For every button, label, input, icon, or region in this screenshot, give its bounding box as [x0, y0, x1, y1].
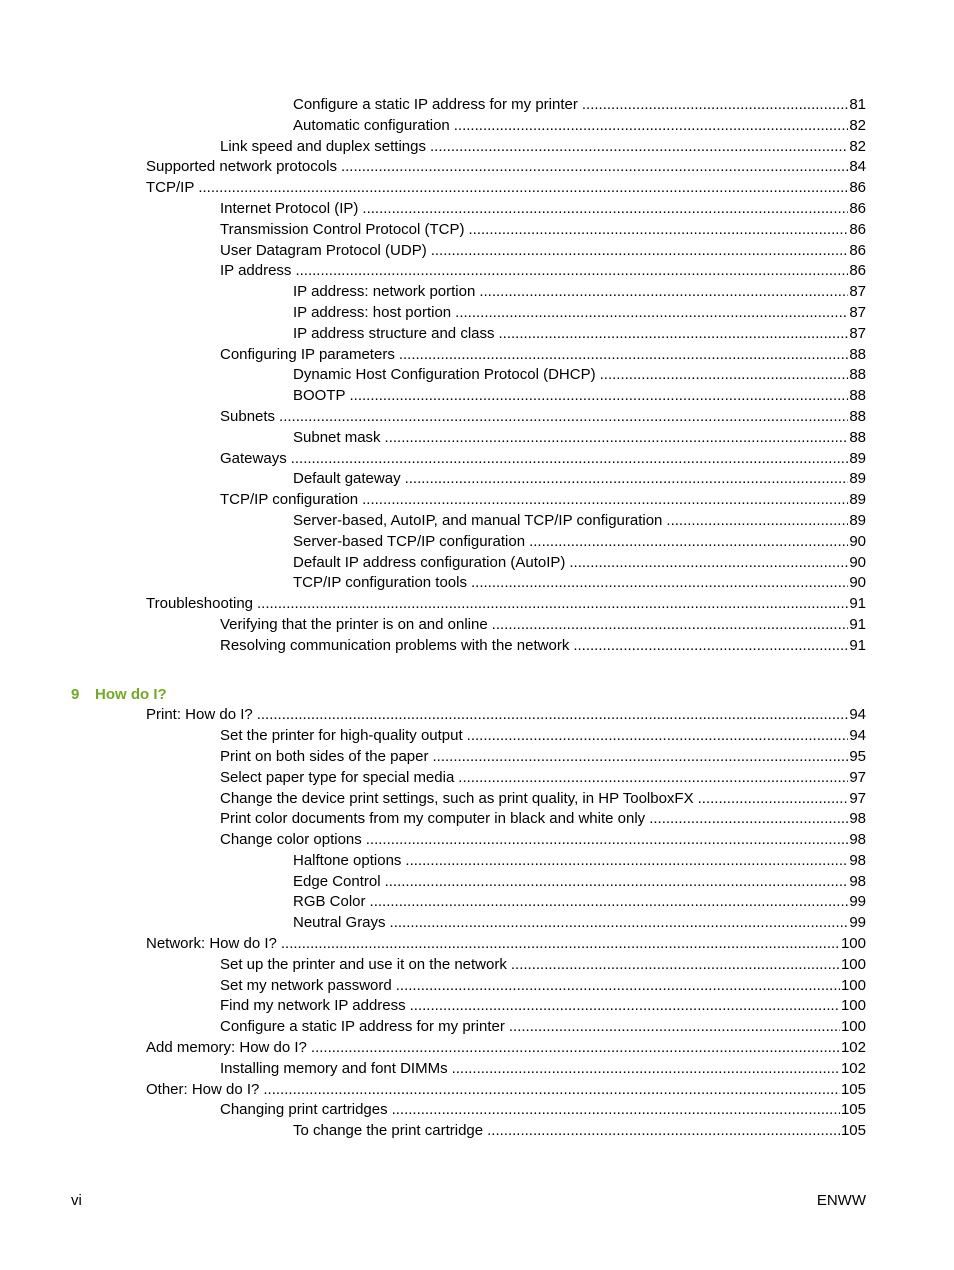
dot-leader	[511, 955, 840, 976]
toc-entry-page: 98	[848, 872, 866, 893]
toc-entry[interactable]	[0, 511, 954, 532]
toc-entry-title: Add memory: How do I?	[146, 1038, 311, 1059]
toc-entry-line	[146, 705, 866, 726]
toc-entry-page: 91	[848, 636, 866, 657]
toc-entry-title: Troubleshooting	[146, 594, 257, 615]
toc-entry-title: Server-based, AutoIP, and manual TCP/IP configuration	[293, 511, 666, 532]
toc-entry-line	[293, 428, 866, 449]
dot-leader	[257, 594, 848, 615]
toc-entry-line	[293, 469, 866, 490]
toc-entry-title: Edge Control	[293, 872, 385, 893]
toc-entry-page: 102	[840, 1038, 866, 1059]
toc-entry-line	[220, 220, 866, 241]
toc-entry-title: Automatic configuration	[293, 116, 454, 137]
dot-leader	[281, 934, 840, 955]
toc-entry-title: Halftone options	[293, 851, 405, 872]
dot-leader	[396, 976, 840, 997]
toc-entry-title: Configure a static IP address for my printer	[293, 95, 582, 116]
toc-entry-page: 90	[848, 573, 866, 594]
toc-entry[interactable]	[0, 996, 954, 1017]
toc-entry-title: Select paper type for special media	[220, 768, 458, 789]
dot-leader	[362, 490, 848, 511]
dot-leader	[582, 95, 848, 116]
toc-entry-title: Set the printer for high-quality output	[220, 726, 467, 747]
dot-leader	[600, 365, 849, 386]
dot-leader	[385, 428, 849, 449]
toc-entry[interactable]	[0, 116, 954, 137]
dot-leader	[467, 726, 849, 747]
toc-entry-line	[146, 1080, 866, 1101]
toc-entry-title: Installing memory and font DIMMs	[220, 1059, 452, 1080]
toc-entry-title: Internet Protocol (IP)	[220, 199, 362, 220]
toc-entry-line	[220, 1017, 866, 1038]
toc-entry-line	[220, 137, 866, 158]
toc-entry[interactable]	[0, 365, 954, 386]
table-of-contents	[0, 95, 954, 1142]
toc-entry-line	[220, 789, 866, 810]
toc-entry-page: 88	[848, 407, 866, 428]
dot-leader	[499, 324, 849, 345]
dot-leader	[279, 407, 848, 428]
toc-entry-page: 98	[848, 830, 866, 851]
toc-entry-line	[220, 490, 866, 511]
dot-leader	[471, 573, 848, 594]
toc-entry[interactable]	[0, 976, 954, 997]
toc-entry-page: 87	[848, 303, 866, 324]
toc-entry-title: Network: How do I?	[146, 934, 281, 955]
dot-leader	[263, 1080, 840, 1101]
dot-leader	[399, 345, 848, 366]
toc-entry-line	[220, 345, 866, 366]
toc-entry[interactable]	[0, 1059, 954, 1080]
dot-leader	[405, 851, 848, 872]
dot-leader	[362, 199, 848, 220]
toc-entry[interactable]	[0, 830, 954, 851]
toc-entry-title: IP address	[220, 261, 295, 282]
toc-entry-page: 105	[840, 1100, 866, 1121]
toc-entry-page: 86	[848, 178, 866, 199]
toc-entry-line	[220, 407, 866, 428]
toc-entry-page: 88	[848, 345, 866, 366]
dot-leader	[410, 996, 840, 1017]
toc-entry-page: 100	[840, 976, 866, 997]
toc-entry-page: 84	[848, 157, 866, 178]
dot-leader	[649, 809, 848, 830]
toc-entry-title: IP address: network portion	[293, 282, 479, 303]
toc-entry[interactable]	[0, 615, 954, 636]
toc-entry-page: 87	[848, 324, 866, 345]
toc-entry[interactable]	[0, 178, 954, 199]
toc-entry-page: 89	[848, 490, 866, 511]
toc-entry-page: 88	[848, 386, 866, 407]
dot-leader	[350, 386, 849, 407]
toc-entry-page: 82	[848, 137, 866, 158]
toc-entry-line	[293, 116, 866, 137]
toc-entry-title: Change the device print settings, such as print quality, in HP ToolboxFX	[220, 789, 698, 810]
toc-entry-page: 82	[848, 116, 866, 137]
toc-entry-page: 102	[840, 1059, 866, 1080]
toc-entry-line	[293, 1121, 866, 1142]
toc-entry-title: Subnets	[220, 407, 279, 428]
dot-leader	[291, 449, 849, 470]
toc-group-how-do-i	[0, 705, 954, 1142]
toc-entry[interactable]	[0, 261, 954, 282]
toc-entry[interactable]	[0, 872, 954, 893]
toc-entry-line	[293, 386, 866, 407]
toc-entry-page: 100	[840, 934, 866, 955]
dot-leader	[469, 220, 849, 241]
toc-entry[interactable]	[0, 282, 954, 303]
footer-doc-code: ENWW	[816, 1192, 866, 1209]
toc-entry-page: 86	[848, 261, 866, 282]
toc-entry[interactable]	[0, 1121, 954, 1142]
toc-entry-title: Default gateway	[293, 469, 405, 490]
toc-entry[interactable]	[0, 449, 954, 470]
toc-entry-page: 94	[848, 705, 866, 726]
toc-entry-line	[220, 615, 866, 636]
dot-leader	[432, 747, 848, 768]
toc-entry-title: Link speed and duplex settings	[220, 137, 430, 158]
toc-entry-page: 94	[848, 726, 866, 747]
toc-entry-line	[293, 892, 866, 913]
toc-entry-title: TCP/IP	[146, 178, 198, 199]
toc-entry-line	[293, 913, 866, 934]
toc-entry-page: 105	[840, 1080, 866, 1101]
toc-entry-title: Changing print cartridges	[220, 1100, 392, 1121]
toc-entry-title: Change color options	[220, 830, 366, 851]
dot-leader	[431, 241, 849, 262]
toc-entry[interactable]	[0, 490, 954, 511]
toc-entry-page: 99	[848, 913, 866, 934]
toc-entry-line	[293, 573, 866, 594]
toc-entry-line	[220, 199, 866, 220]
toc-entry-title: To change the print cartridge	[293, 1121, 487, 1142]
toc-entry-title: Print color documents from my computer in black and white only	[220, 809, 649, 830]
toc-entry-page: 89	[848, 469, 866, 490]
toc-entry[interactable]	[0, 934, 954, 955]
toc-entry[interactable]	[0, 955, 954, 976]
toc-entry-title: Configure a static IP address for my printer	[220, 1017, 509, 1038]
toc-entry-line	[220, 241, 866, 262]
toc-entry[interactable]	[0, 157, 954, 178]
toc-entry-line	[220, 976, 866, 997]
toc-entry-title: Supported network protocols	[146, 157, 341, 178]
toc-entry-line	[293, 851, 866, 872]
toc-entry[interactable]	[0, 199, 954, 220]
toc-entry[interactable]	[0, 1100, 954, 1121]
toc-entry[interactable]	[0, 1080, 954, 1101]
toc-entry-title: Gateways	[220, 449, 291, 470]
toc-entry-line	[293, 872, 866, 893]
toc-entry[interactable]	[0, 1017, 954, 1038]
toc-entry[interactable]	[0, 809, 954, 830]
toc-entry-line	[146, 934, 866, 955]
toc-entry-title: IP address structure and class	[293, 324, 499, 345]
toc-group-network	[0, 95, 954, 657]
dot-leader	[390, 913, 849, 934]
toc-entry-page: 95	[848, 747, 866, 768]
chapter-number: 9	[71, 685, 80, 703]
dot-leader	[666, 511, 848, 532]
toc-entry-title: Configuring IP parameters	[220, 345, 399, 366]
toc-entry-title: Default IP address configuration (AutoIP)	[293, 553, 569, 574]
toc-entry-page: 98	[848, 809, 866, 830]
toc-entry-line	[220, 1100, 866, 1121]
toc-entry[interactable]	[0, 789, 954, 810]
toc-entry[interactable]	[0, 768, 954, 789]
toc-entry-line	[146, 594, 866, 615]
dot-leader	[479, 282, 848, 303]
toc-entry[interactable]	[0, 553, 954, 574]
toc-entry-line	[293, 95, 866, 116]
toc-entry[interactable]	[0, 726, 954, 747]
toc-entry[interactable]	[0, 892, 954, 913]
toc-entry[interactable]	[0, 303, 954, 324]
toc-entry[interactable]	[0, 705, 954, 726]
toc-entry-title: BOOTP	[293, 386, 350, 407]
dot-leader	[529, 532, 848, 553]
toc-entry-title: Print: How do I?	[146, 705, 257, 726]
toc-entry-line	[293, 365, 866, 386]
toc-entry-page: 91	[848, 615, 866, 636]
toc-entry-line	[293, 282, 866, 303]
toc-entry-title: Verifying that the printer is on and online	[220, 615, 492, 636]
toc-entry-title: Set up the printer and use it on the network	[220, 955, 511, 976]
toc-entry[interactable]	[0, 636, 954, 657]
dot-leader	[487, 1121, 840, 1142]
dot-leader	[257, 705, 849, 726]
toc-entry-title: RGB Color	[293, 892, 370, 913]
toc-entry-line	[220, 768, 866, 789]
toc-entry[interactable]	[0, 241, 954, 262]
toc-entry-line	[220, 449, 866, 470]
dot-leader	[366, 830, 849, 851]
toc-entry-line	[220, 996, 866, 1017]
toc-entry-line	[220, 636, 866, 657]
toc-entry[interactable]	[0, 428, 954, 449]
dot-leader	[295, 261, 848, 282]
toc-entry[interactable]	[0, 137, 954, 158]
toc-entry-page: 89	[848, 511, 866, 532]
dot-leader	[458, 768, 848, 789]
toc-entry-page: 89	[848, 449, 866, 470]
toc-entry-page: 90	[848, 532, 866, 553]
toc-entry-page: 88	[848, 365, 866, 386]
dot-leader	[698, 789, 849, 810]
toc-entry-line	[220, 830, 866, 851]
chapter-heading[interactable]	[0, 685, 954, 706]
dot-leader	[198, 178, 848, 199]
toc-entry-line	[293, 324, 866, 345]
toc-entry[interactable]	[0, 747, 954, 768]
toc-entry-page: 81	[848, 95, 866, 116]
toc-entry-page: 100	[840, 955, 866, 976]
dot-leader	[452, 1059, 840, 1080]
dot-leader	[455, 303, 848, 324]
dot-leader	[454, 116, 849, 137]
toc-entry-line	[293, 532, 866, 553]
toc-entry-page: 86	[848, 241, 866, 262]
toc-entry[interactable]	[0, 1038, 954, 1059]
toc-entry[interactable]	[0, 345, 954, 366]
dot-leader	[405, 469, 849, 490]
toc-entry-page: 97	[848, 768, 866, 789]
dot-leader	[430, 137, 848, 158]
toc-entry-line	[220, 261, 866, 282]
toc-entry-page: 99	[848, 892, 866, 913]
toc-entry-page: 97	[848, 789, 866, 810]
toc-entry[interactable]	[0, 851, 954, 872]
toc-entry-page: 100	[840, 996, 866, 1017]
toc-entry-line	[220, 726, 866, 747]
toc-entry-line	[220, 1059, 866, 1080]
dot-leader	[573, 636, 848, 657]
toc-entry-title: Server-based TCP/IP configuration	[293, 532, 529, 553]
toc-entry[interactable]	[0, 220, 954, 241]
toc-entry-page: 88	[848, 428, 866, 449]
toc-entry[interactable]	[0, 594, 954, 615]
dot-leader	[392, 1100, 840, 1121]
toc-entry-title: Find my network IP address	[220, 996, 410, 1017]
toc-entry[interactable]	[0, 573, 954, 594]
toc-entry[interactable]	[0, 324, 954, 345]
toc-entry[interactable]	[0, 95, 954, 116]
toc-entry-title: Other: How do I?	[146, 1080, 263, 1101]
toc-entry-title: Resolving communication problems with the network	[220, 636, 573, 657]
toc-entry-title: TCP/IP configuration	[220, 490, 362, 511]
toc-entry[interactable]	[0, 407, 954, 428]
toc-entry-line	[293, 553, 866, 574]
toc-entry-line	[220, 809, 866, 830]
chapter-title: How do I?	[95, 685, 167, 703]
dot-leader	[385, 872, 849, 893]
toc-entry[interactable]	[0, 532, 954, 553]
toc-entry-page: 91	[848, 594, 866, 615]
toc-entry-page: 105	[840, 1121, 866, 1142]
toc-entry-title: TCP/IP configuration tools	[293, 573, 471, 594]
footer-page-number: vi	[71, 1192, 82, 1209]
toc-entry-line	[293, 303, 866, 324]
toc-entry-title: Neutral Grays	[293, 913, 390, 934]
toc-entry-title: Transmission Control Protocol (TCP)	[220, 220, 469, 241]
dot-leader	[509, 1017, 840, 1038]
toc-entry[interactable]	[0, 386, 954, 407]
toc-entry-title: Print on both sides of the paper	[220, 747, 432, 768]
toc-entry-title: User Datagram Protocol (UDP)	[220, 241, 431, 262]
toc-entry-title: IP address: host portion	[293, 303, 455, 324]
dot-leader	[370, 892, 849, 913]
toc-entry-title: Set my network password	[220, 976, 396, 997]
toc-entry-line	[220, 955, 866, 976]
toc-entry-title: Dynamic Host Configuration Protocol (DHCP)	[293, 365, 600, 386]
toc-entry-page: 86	[848, 199, 866, 220]
toc-entry-line	[146, 157, 866, 178]
toc-entry-page: 90	[848, 553, 866, 574]
dot-leader	[492, 615, 849, 636]
dot-leader	[341, 157, 848, 178]
dot-leader	[311, 1038, 840, 1059]
dot-leader	[569, 553, 848, 574]
toc-entry-page: 100	[840, 1017, 866, 1038]
toc-entry-page: 98	[848, 851, 866, 872]
toc-entry-line	[293, 511, 866, 532]
toc-entry-page: 87	[848, 282, 866, 303]
toc-entry-line	[146, 1038, 866, 1059]
toc-entry-title: Subnet mask	[293, 428, 385, 449]
toc-entry-line	[146, 178, 866, 199]
toc-entry-page: 86	[848, 220, 866, 241]
toc-entry[interactable]	[0, 913, 954, 934]
toc-entry-line	[220, 747, 866, 768]
toc-entry[interactable]	[0, 469, 954, 490]
